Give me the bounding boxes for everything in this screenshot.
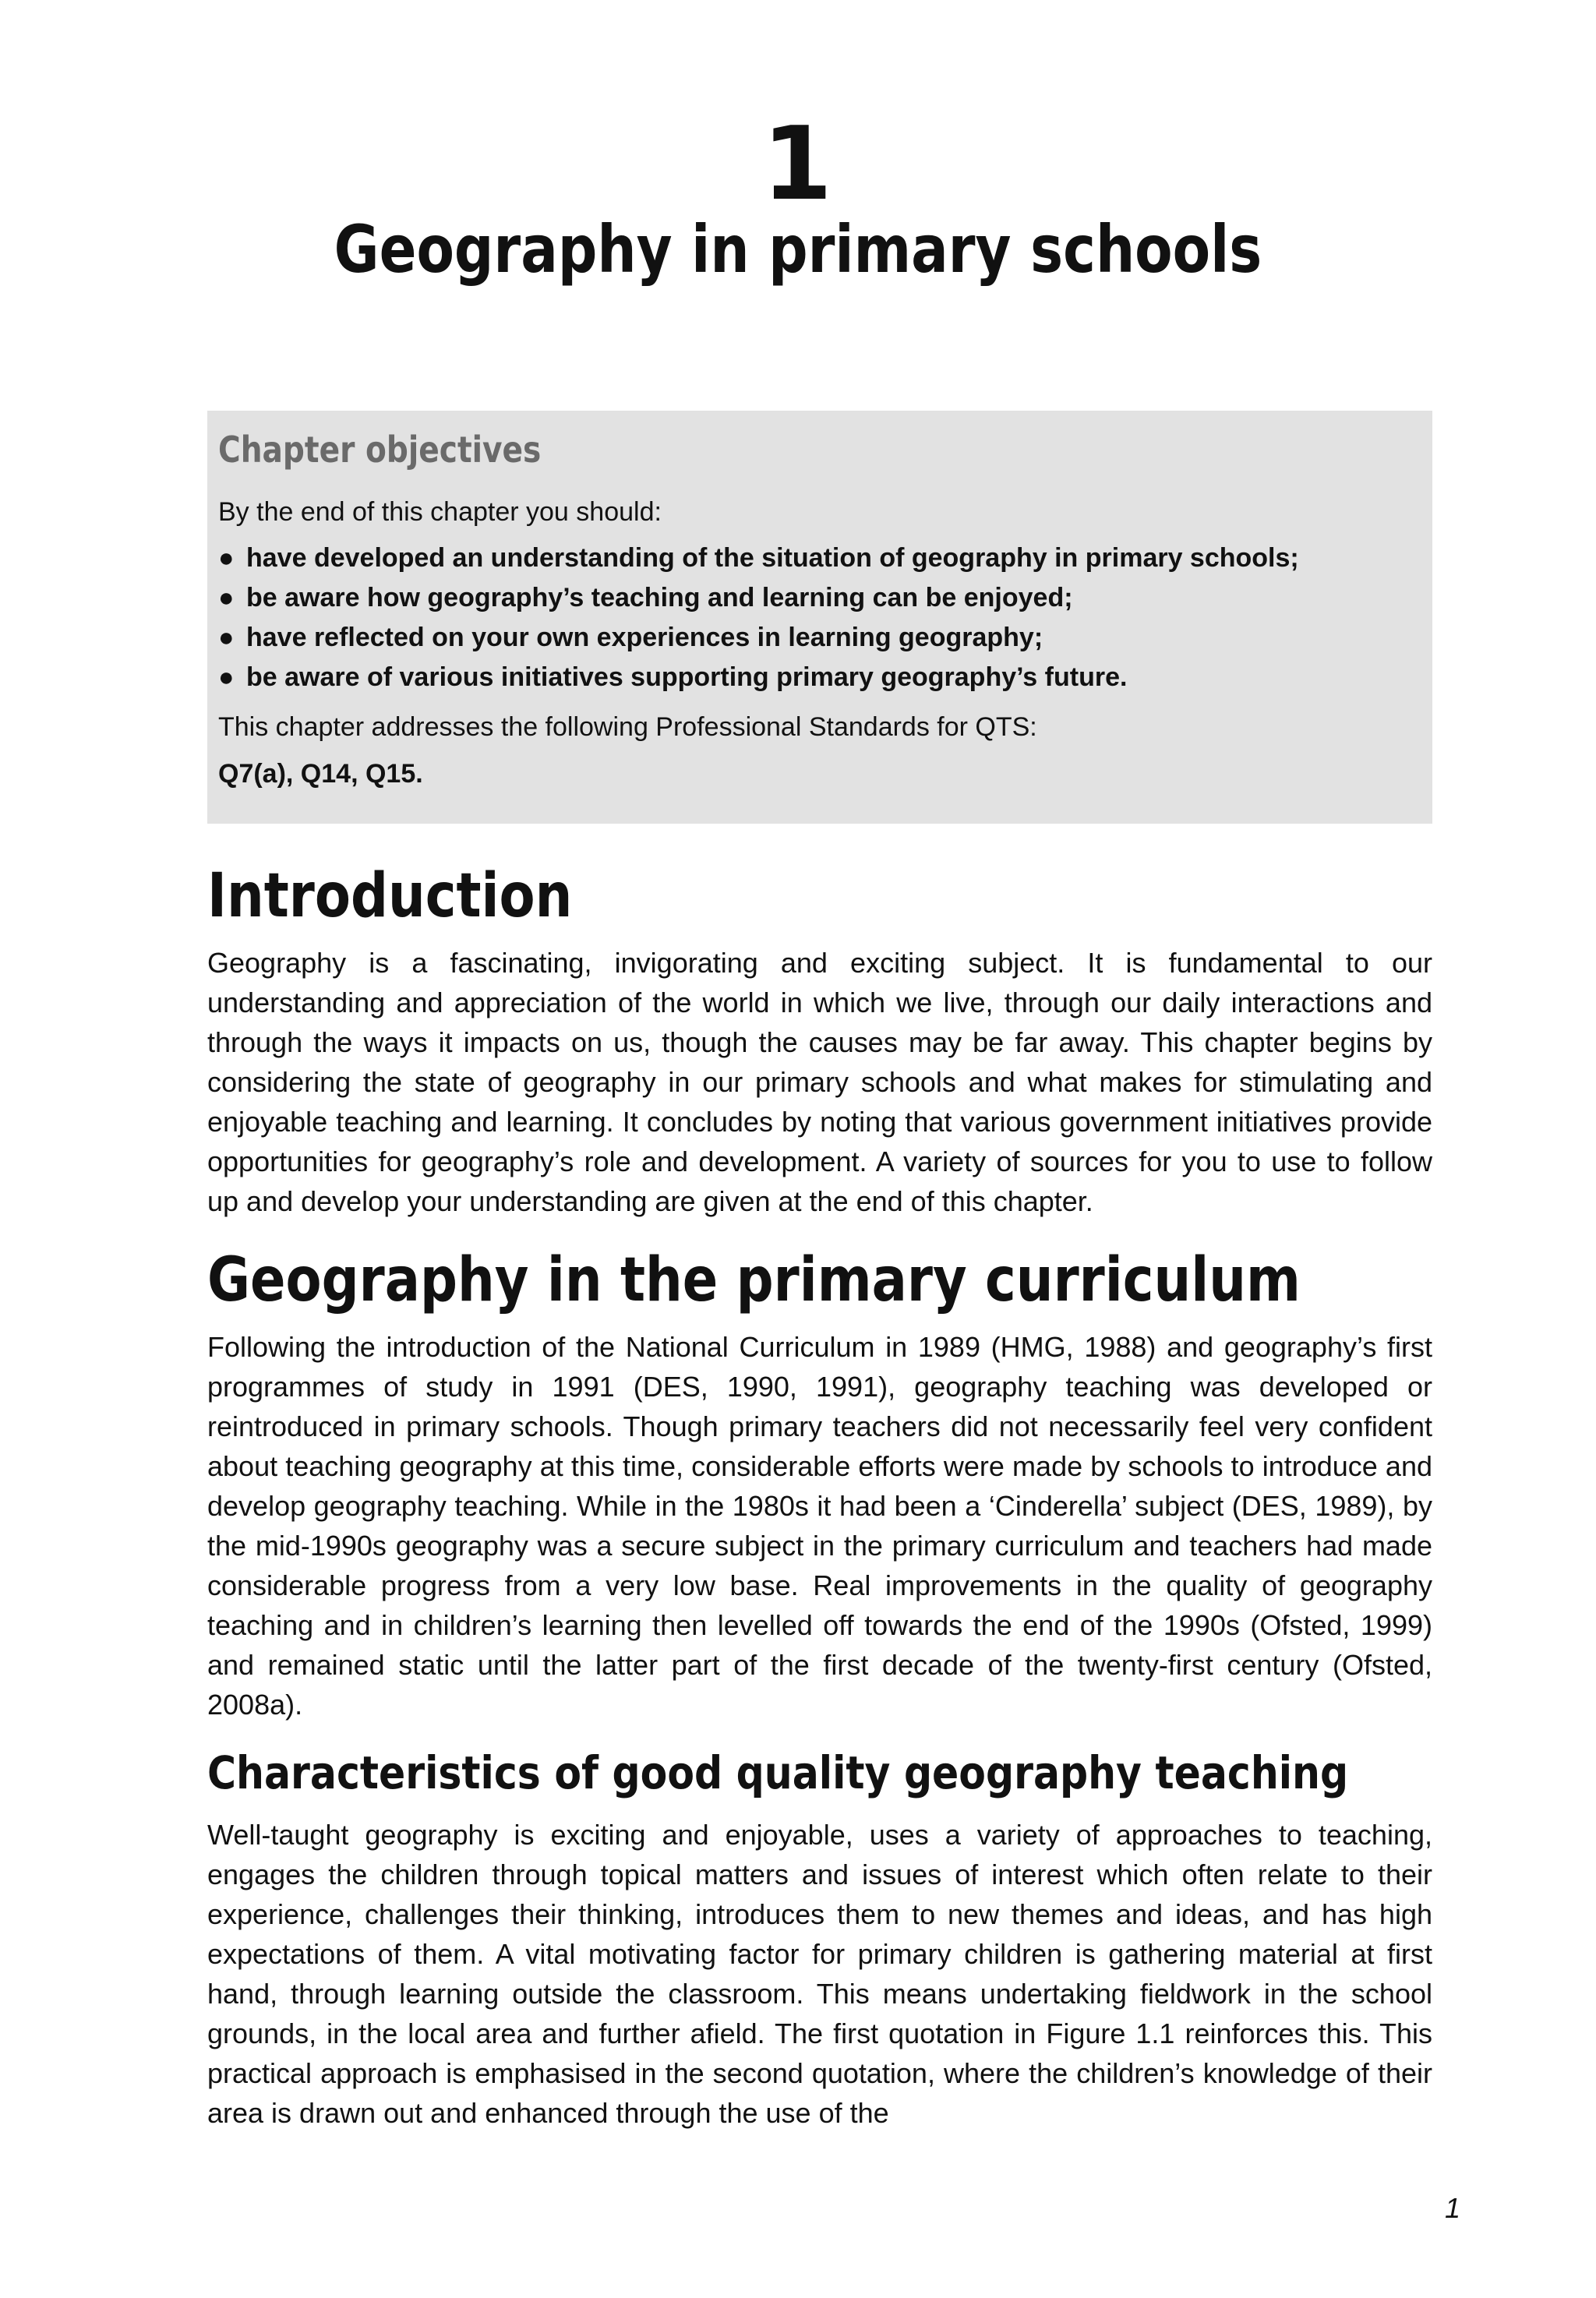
objective-text: be aware of various initiatives supporting primary geography’s future. — [246, 662, 1128, 692]
objectives-list — [218, 538, 1421, 697]
bullet-icon: ● — [218, 543, 235, 573]
bullet-icon: ● — [218, 623, 235, 652]
objective-item — [218, 618, 1421, 658]
curriculum-heading: Geography in the primary curriculum — [207, 1245, 1301, 1315]
bullet-icon: ● — [218, 662, 235, 692]
objective-item — [218, 578, 1421, 618]
standards-intro: This chapter addresses the following Professional Standards for QTS: — [218, 712, 1037, 742]
introduction-paragraph: Geography is a fascinating, invigorating and exciting subject. It is fundamental to our understanding and appreciation of the world in which we live, through our daily interactions and through the ways it impacts on us, though the causes may be far away. This chapter begins by considering the state of geography in our primary schools and what makes for stimulating and enjoyable teaching and learning. It concludes by noting that various government initiatives provide opportunities for geography’s role and development. A variety of sources for you to use to follow up and develop your understanding are given at the end of this chapter. — [207, 947, 1432, 1217]
objective-item — [218, 658, 1421, 697]
objectives-heading: Chapter objectives — [218, 429, 542, 471]
objective-text: be aware how geography’s teaching and learning can be enjoyed; — [246, 583, 1073, 612]
characteristics-heading: Characteristics of good quality geography teaching — [207, 1746, 1349, 1799]
curriculum-paragraph: Following the introduction of the National Curriculum in 1989 (HMG, 1988) and geography’s first programmes of study in 1991 (DES, 1990, 1991), geography teaching was developed or reintroduced in primary schools. Though primary teachers did not necessarily feel very confident about teaching geography at this time, considerable efforts were made by schools to introduce and develop geography teaching. While in the 1980s it had been a ‘Cinderella’ subject (DES, 1989), by the mid-1990s geography was a secure subject in the primary curriculum and teachers had made considerable progress from a very low base. Real improvements in the quality of geography teaching and in children’s learning then levelled off towards the end of the 1990s (Ofsted, 1999) and remained static until the latter part of the first decade of the twenty-first century (Ofsted, 2008a). — [207, 1331, 1432, 1721]
main-content — [207, 857, 1432, 2133]
page-number: 1 — [1444, 2192, 1460, 2224]
bullet-icon: ● — [218, 583, 235, 612]
objective-item — [218, 538, 1421, 578]
characteristics-paragraph: Well-taught geography is exciting and enjoyable, uses a variety of approaches to teaching, engages the children through topical matters and issues of interest which often relate to their experience, challenges their thinking, introduces them to new themes and ideas, and has high expectations of them. A vital motivating factor for primary children is gathering material at first hand, through learning outside the classroom. This means undertaking fieldwork in the school grounds, in the local area and further afield. The first quotation in Figure 1.1 reinforces this. This practical approach is emphasised in the second quotation, where the children’s knowledge of their area is drawn out and enhanced through the use of the — [207, 1819, 1432, 2129]
objective-text: have reflected on your own experiences in learning geography; — [246, 623, 1043, 652]
objective-text: have developed an understanding of the situation of geography in primary schools; — [246, 543, 1299, 573]
chapter-objectives-box — [207, 411, 1432, 824]
objectives-intro: By the end of this chapter you should: — [218, 497, 662, 527]
chapter-number: 1 — [761, 104, 835, 223]
chapter-title: Geography in primary schools — [334, 211, 1262, 288]
standards-list: Q7(a), Q14, Q15. — [218, 759, 423, 789]
introduction-heading: Introduction — [207, 861, 573, 931]
